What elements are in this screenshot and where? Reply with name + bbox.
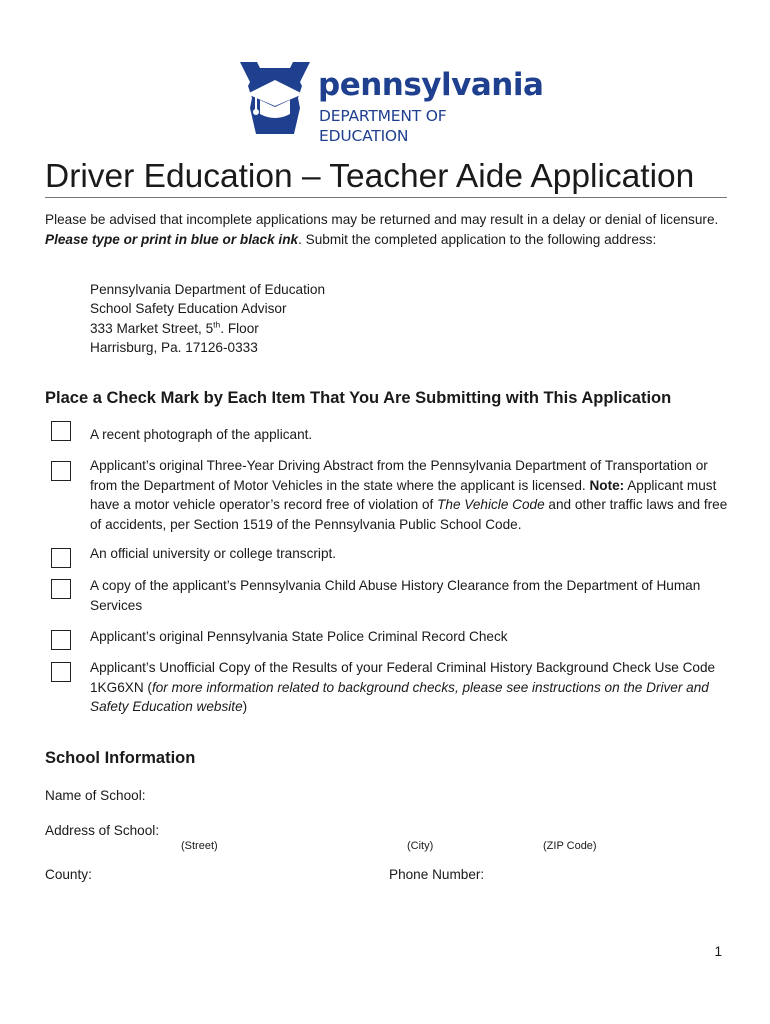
checkbox-photograph[interactable]: [51, 421, 71, 441]
page-title: Driver Education – Teacher Aide Application: [45, 158, 695, 195]
checkbox-transcript[interactable]: [51, 548, 71, 568]
pde-logo: [240, 62, 544, 145]
address-line-4: Harrisburg, Pa. 17126-0333: [90, 340, 258, 356]
intro-text-2: . Submit the completed application to the following address:: [298, 231, 657, 247]
street-sublabel: (Street): [181, 840, 218, 852]
keystone-mortarboard-icon: [240, 62, 310, 134]
intro-emphasis: Please type or print in blue or black ink: [45, 231, 299, 247]
school-info-heading: School Information: [45, 749, 196, 767]
checklist-item-child-abuse-clearance: A copy of the applicant’s Pennsylvania Child Abuse History Clearance from the Department of Human Services: [90, 578, 701, 613]
checkbox-child-abuse-clearance[interactable]: [51, 579, 71, 599]
page-number: 1: [714, 944, 722, 959]
checkbox-criminal-record-check[interactable]: [51, 630, 71, 650]
intro-text-1: Please be advised that incomplete applications may be returned and may result in a delay or denial of licensure.: [45, 212, 719, 227]
address-line-1: Pennsylvania Department of Education: [90, 282, 326, 297]
checkbox-driving-abstract[interactable]: [51, 461, 71, 481]
county-label: County:: [45, 867, 92, 882]
phone-number-label: Phone Number:: [389, 867, 485, 882]
intro-paragraph: [45, 210, 735, 249]
address-line-2: School Safety Education Advisor: [90, 301, 287, 317]
city-sublabel: (City): [407, 840, 434, 852]
address-line-3: 333 Market Street, 5th. Floor: [90, 319, 259, 336]
logo-department: DEPARTMENT OF EDUCATION: [319, 107, 447, 145]
logo-wordmark: pennsylvania: [318, 67, 544, 103]
checklist-item-driving-abstract: Applicant’s original Three-Year Driving Abstract from the Pennsylvania Department of Transportation or from the Department of Motor Vehicles in the state where the applicant is licensed. Note: Applicant must have a motor vehicle operator’s record free of violation of The Vehicle Code and other traffic laws and free of accidents, per Section 1519 of the Pennsylvania Public School Code.: [90, 458, 728, 532]
mailing-address: [90, 280, 325, 358]
checklist-item-federal-background-check: Applicant’s Unofficial Copy of the Results of your Federal Criminal History Background Check Use Code 1KG6XN (for more information related to background checks, please see instructions on the Driver and Safety Education website): [90, 660, 716, 714]
school-address-label: Address of School:: [45, 823, 160, 838]
checklist-item-transcript: An official university or college transcript.: [90, 546, 337, 561]
checklist-item-photograph: A recent photograph of the applicant.: [90, 427, 313, 442]
checklist-item-criminal-record-check: Applicant’s original Pennsylvania State Police Criminal Record Check: [90, 629, 508, 644]
zip-sublabel: (ZIP Code): [543, 840, 597, 852]
checklist-heading: Place a Check Mark by Each Item That You Are Submitting with This Application: [45, 389, 672, 407]
title-divider: [45, 197, 727, 198]
checkbox-federal-background-check[interactable]: [51, 662, 71, 682]
school-name-label: Name of School:: [45, 788, 146, 803]
